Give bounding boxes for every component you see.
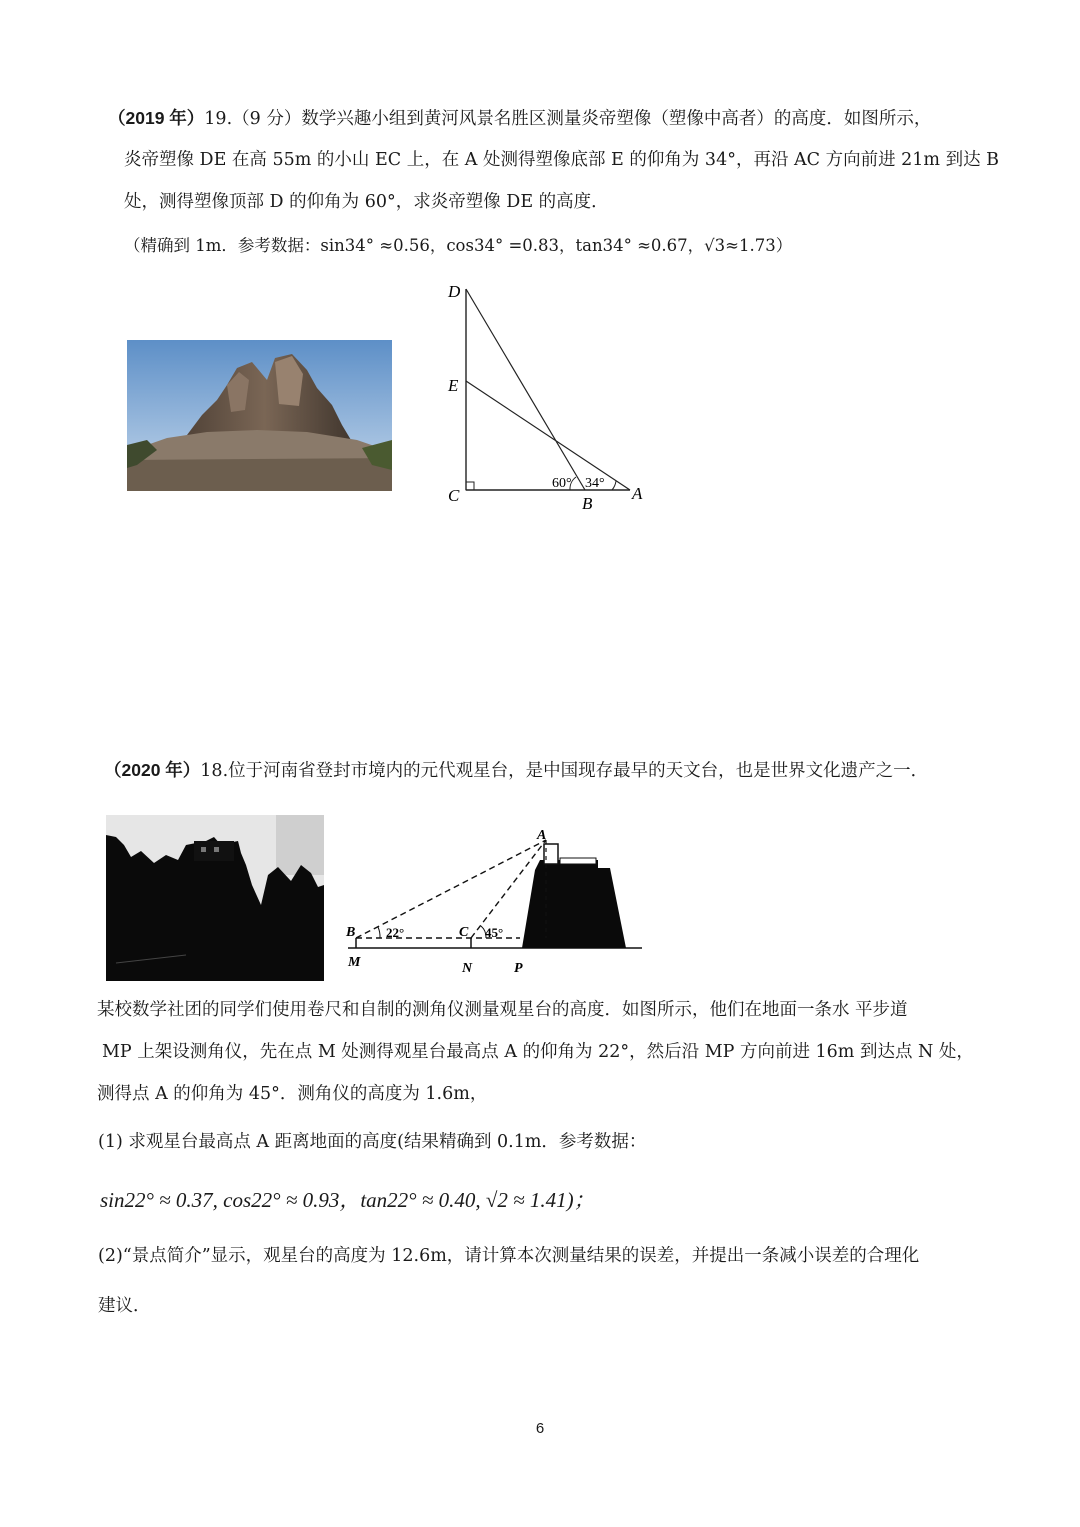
q2019-stem-1: 19.（9 分）数学兴趣小组到黄河风景名胜区测量炎帝塑像（塑像中高者）的高度．如图所示， [204, 109, 932, 129]
label-D: D [448, 282, 461, 301]
label-E: E [448, 376, 459, 395]
label-C: C [448, 486, 460, 505]
q2020-geometry-diagram [340, 822, 650, 982]
q2019-year-tag: （2019 年） [108, 108, 205, 128]
angle-34-label: 34° [585, 476, 605, 491]
q2020-sub2-cont: 建议． [98, 1296, 151, 1316]
q2020-sub2: (2)“景点简介”显示，观星台的高度为 12.6m，请计算本次测量结果的误差，并提出一条减小误差的合理化 [98, 1246, 920, 1266]
q2019-reference-data: （精确到 1m．参考数据：sin34° ≈0.56，cos34° =0.83，tan34° ≈0.67，√3≈1.73） [124, 236, 793, 255]
label-B: B [582, 494, 593, 513]
q2019-line3: 处，测得塑像顶部 D 的仰角为 60°，求炎帝塑像 DE 的高度． [124, 192, 609, 212]
label-A: A [632, 484, 643, 503]
yandi-statue-photo [127, 340, 392, 491]
q2020-sub1: (1) 求观星台最高点 A 距离地面的高度(结果精确到 0.1m．参考数据： [98, 1132, 647, 1152]
q2019-line1 [108, 110, 931, 129]
q2020-para3: 测得点 A 的仰角为 45°．测角仪的高度为 1.6m， [97, 1084, 488, 1104]
page-number: 6 [535, 1420, 545, 1437]
q2019-geometry-diagram [440, 275, 660, 515]
obs-label-C: C [459, 925, 469, 940]
q2019-line2: 炎帝塑像 DE 在高 55m 的小山 EC 上，在 A 处测得塑像底部 E 的仰角为 34°，再沿 AC 方向前进 21m 到达 B [124, 150, 1000, 170]
q2020-sub1-reference-data: sin22° ≈ 0.37, cos22° ≈ 0.93，tan22° ≈ 0.40, √2 ≈ 1.41)； [100, 1188, 595, 1212]
obs-label-A: A [537, 828, 547, 843]
angle-60-label: 60° [552, 476, 572, 491]
q2020-line1 [104, 762, 928, 781]
obs-label-N: N [462, 961, 473, 976]
q2020-year-tag: （2020 年） [104, 760, 201, 780]
obs-label-M: M [348, 955, 361, 970]
obs-angle-45-label: 45° [485, 925, 504, 940]
q2020-para2: MP 上架设测角仪，先在点 M 处测得观星台最高点 A 的仰角为 22°，然后沿 MP 方向前进 16m 到达点 N 处， [102, 1042, 974, 1062]
q2020-stem-1: 18.位于河南省登封市境内的元代观星台，是中国现存最早的天文台，也是世界文化遗产之一． [200, 761, 929, 781]
obs-angle-22-label: 22° [386, 925, 405, 940]
obs-label-B: B [346, 925, 356, 940]
observatory-photo [106, 815, 324, 981]
q2020-para1: 某校数学社团的同学们使用卷尺和自制的测角仪测量观星台的高度．如图所示，他们在地面一条水 平步道 [97, 1000, 908, 1020]
obs-label-P: P [514, 961, 523, 976]
